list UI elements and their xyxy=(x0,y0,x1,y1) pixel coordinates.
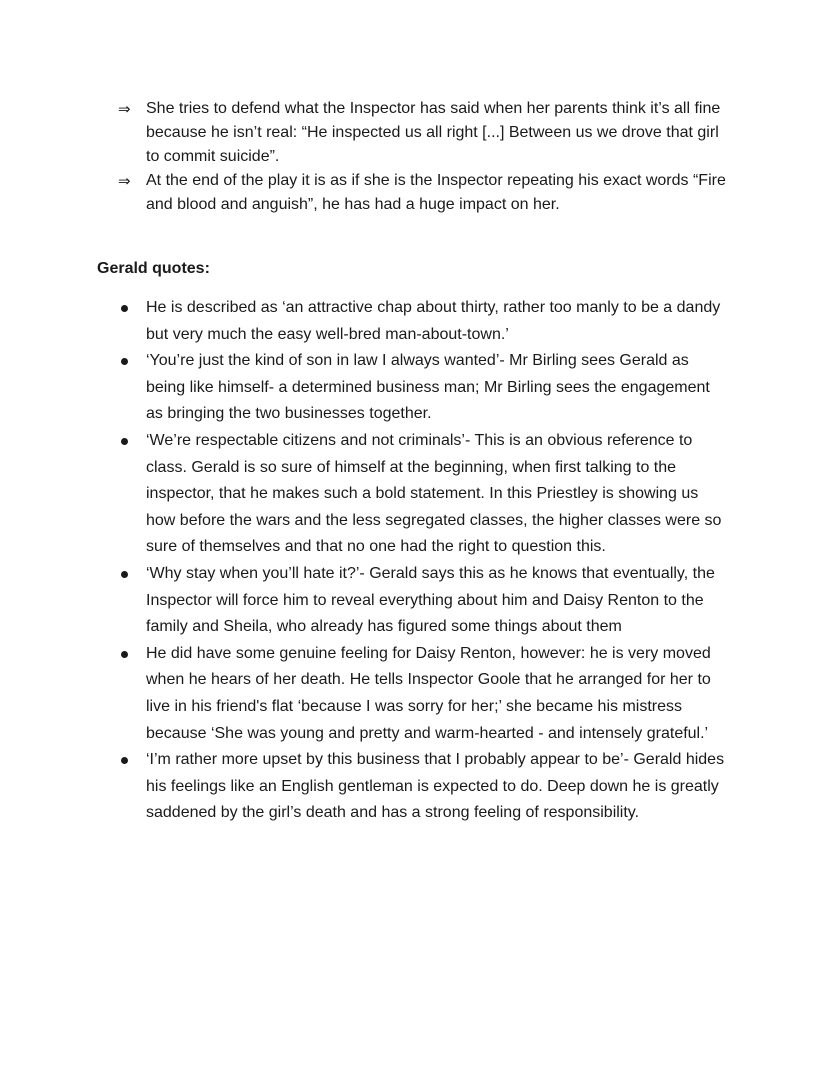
section-heading: Gerald quotes: xyxy=(97,260,210,277)
quote-bullet-text: ‘I’m rather more upset by this business that I probably appear to be’- Gerald hides his feelings like an English gentleman is expected to do. Deep down he is greatly saddened by the girl’s death and has a strong feeling of responsibility. xyxy=(146,751,725,822)
quote-bullet-text: ‘Why stay when you’ll hate it?’- Gerald says this as he knows that eventually, the Inspector will force him to reveal everything about him and Daisy Renton to the family and Sheila, who already has figured some things about them xyxy=(146,564,715,636)
double-arrow-icon: ⇒ xyxy=(118,172,131,190)
bullet-dot-icon xyxy=(121,305,128,312)
quote-bullet xyxy=(118,428,730,561)
arrow-point-text: She tries to defend what the Inspector has said when her parents think it’s all fine because he isn’t real: “He inspected us all right [...] Between us we drove that girl to commit suicide”. xyxy=(146,100,721,165)
quote-bullet xyxy=(118,295,730,348)
quote-bullet xyxy=(118,561,730,641)
bullet-dot-icon xyxy=(121,358,128,365)
quote-bullet-text: He did have some genuine feeling for Daisy Renton, however: he is very moved when he hears of her death. He tells Inspector Goole that he arranged for her to live in his friend's flat ‘because I was sorry for her;’ she became his mistress because ‘She was young and pretty and warm-hearted - and intensely grateful.’ xyxy=(146,644,711,742)
arrow-point-list xyxy=(118,97,728,217)
quote-bullet-list xyxy=(118,295,730,827)
arrow-point-text: At the end of the play it is as if she is the Inspector repeating his exact words “Fire and blood and anguish”, he has had a huge impact on her. xyxy=(146,172,726,213)
bullet-dot-icon xyxy=(121,757,128,764)
quote-bullet-text: ‘We’re respectable citizens and not criminals’- This is an obvious reference to class. Gerald is so sure of himself at the beginning, when first talking to the inspector, that he makes such a bold statement. In this Priestley is showing us how before the wars and the less segregated classes, the higher classes were so sure of themselves and that no one had the right to question this. xyxy=(146,431,722,556)
quote-bullet xyxy=(118,641,730,747)
quote-bullet-text: He is described as ‘an attractive chap about thirty, rather too manly to be a dandy but very much the easy well-bred man-about-town.’ xyxy=(146,299,721,343)
double-arrow-icon: ⇒ xyxy=(118,100,131,118)
quote-bullet-text: ‘You’re just the kind of son in law I always wanted’- Mr Birling sees Gerald as being like himself- a determined business man; Mr Birling sees the engagement as bringing the two businesses together. xyxy=(146,352,710,423)
arrow-point xyxy=(118,169,728,217)
arrow-point xyxy=(118,97,728,169)
quote-bullet xyxy=(118,348,730,428)
bullet-dot-icon xyxy=(121,438,128,445)
bullet-dot-icon xyxy=(121,651,128,658)
quote-bullet xyxy=(118,747,730,827)
bullet-dot-icon xyxy=(121,571,128,578)
